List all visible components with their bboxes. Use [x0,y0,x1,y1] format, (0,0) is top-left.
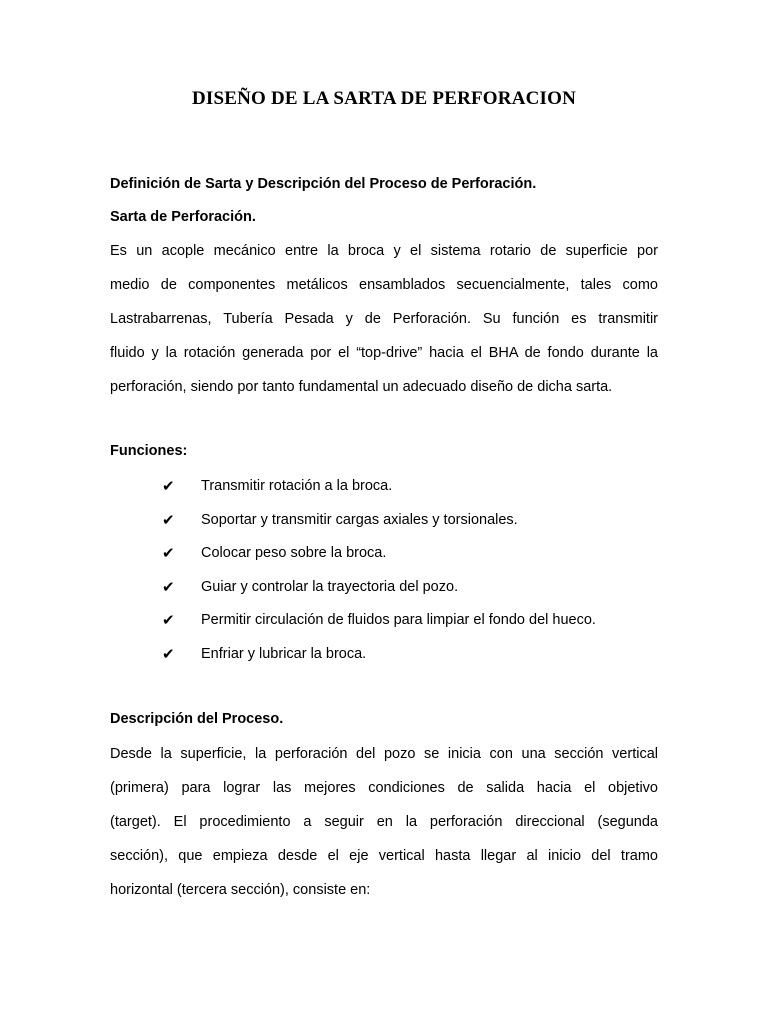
paragraph-line: (primera) para lograr las mejores condiciones de salida hacia el objetivo [110,780,658,796]
process-heading: Descripción del Proceso. [110,711,284,727]
list-item [162,577,596,611]
checkmark-icon: ✔ [162,611,175,630]
paragraph-line: Es un acople mecánico entre la broca y el sistema rotario de superficie por [110,243,658,259]
paragraph-line: (target). El procedimiento a seguir en la perforación direccional (segunda [110,814,658,830]
function-text: Colocar peso sobre la broca. [201,545,387,562]
checkmark-icon: ✔ [162,644,175,663]
checkmark-icon: ✔ [162,577,175,596]
list-item [162,476,596,510]
paragraph-definition [110,241,658,411]
function-text: Permitir circulación de fluidos para limpiar el fondo del hueco. [201,612,596,629]
list-item [162,543,596,577]
paragraph-line: horizontal (tercera sección), consiste en: [110,882,371,898]
paragraph-line: medio de componentes metálicos ensamblados secuencialmente, tales como [110,277,658,293]
list-item [162,644,596,678]
paragraph-line: Lastrabarrenas, Tubería Pesada y de Perforación. Su función es transmitir [110,311,658,327]
paragraph-line: sección), que empieza desde el eje vertical hasta llegar al inicio del tramo [110,848,658,864]
checkmark-icon: ✔ [162,477,175,495]
subheading-sarta: Sarta de Perforación. [110,209,256,225]
paragraph-line: fluido y la rotación generada por el “top-drive” hacia el BHA de fondo durante la [110,345,658,361]
list-item [162,610,596,644]
checkmark-icon: ✔ [162,544,175,563]
paragraph-line: perforación, siendo por tanto fundamental un adecuado diseño de dicha sarta. [110,379,613,395]
functions-heading: Funciones: [110,443,188,459]
checkmark-icon: ✔ [162,510,175,529]
section-heading: Definición de Sarta y Descripción del Proceso de Perforación. [110,176,537,192]
functions-list [162,476,596,678]
document-title: DISEÑO DE LA SARTA DE PERFORACION [191,88,577,109]
function-text: Soportar y transmitir cargas axiales y torsionales. [201,511,518,528]
function-text: Enfriar y lubricar la broca. [201,645,367,662]
list-item [162,510,596,544]
paragraph-process [110,744,658,914]
function-text: Guiar y controlar la trayectoria del pozo. [201,578,459,595]
function-text: Transmitir rotación a la broca. [201,478,393,494]
paragraph-line: Desde la superficie, la perforación del pozo se inicia con una sección vertical [110,746,658,762]
